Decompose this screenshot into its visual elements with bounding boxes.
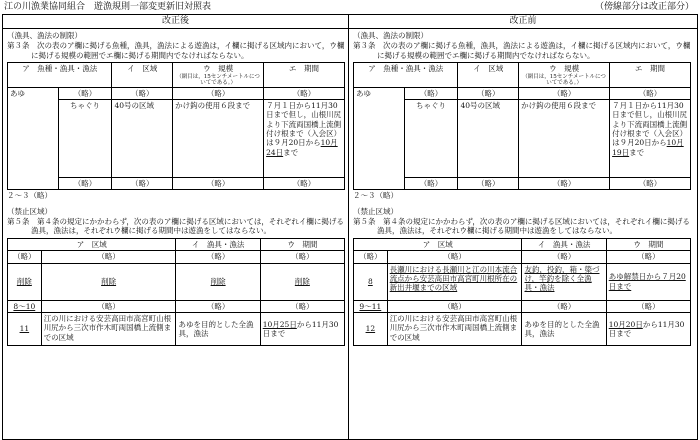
cell-ryaku: （略） — [260, 251, 344, 263]
column-divider — [348, 15, 349, 439]
cell-ryaku: （略） — [260, 300, 344, 312]
gear-limit-table — [353, 62, 691, 190]
cell-ryaku: （略） — [458, 87, 519, 99]
revision-note: （傍線部分は改正部分） — [594, 2, 694, 12]
cell-ryaku: （略） — [606, 300, 690, 312]
before-column — [353, 29, 691, 346]
cell-ryaku: （略） — [173, 87, 264, 99]
cell-area-8: 長瀬川における長瀬川と江の川本流合流点から安芸高田市高宮町川根所在の新出井堰までの区域 — [387, 263, 522, 300]
cell-gear-8: 友釣，投釣，箱・簗づけ，竿釣を除く全漁具・漁法 — [522, 263, 606, 300]
para-2-3: ２～３（略） — [353, 191, 398, 201]
cell-ryaku: （略） — [41, 300, 176, 312]
cell-ryaku: （略） — [404, 87, 458, 99]
cell-ryaku: （略） — [173, 177, 264, 189]
cell-chagguri: ちゃぐり — [404, 99, 458, 177]
th-period: エ 期間 — [610, 63, 691, 87]
th-species: ア 魚種・漁具・漁法 — [8, 63, 112, 87]
cell-area-11: 江の川における安芸高田市高宮町山根川尻から三次市作木町両国橋上流側までの区域 — [41, 312, 176, 345]
cell-period: ７月１日から11月30日まで但し，山根川尻より下流両国橋上流側付け根まで（入会区）は９月20日から10月24日まで — [264, 99, 345, 177]
comparison-frame — [2, 14, 698, 440]
th-scale: ウ 規模 （網目は，15センチメートルについてである。） — [519, 63, 610, 87]
cell-ayu: あゆ — [354, 87, 405, 190]
cell-ryaku: （略） — [112, 177, 173, 189]
cell-no-8: 8 — [354, 263, 388, 300]
cell-ryaku: （略） — [387, 251, 522, 263]
cell-deleted-no: 削除 — [8, 263, 42, 300]
cell-term-12: 10月20日から11月30日まで — [606, 312, 690, 345]
prohibited-area-table — [7, 238, 345, 346]
cell-ryaku: （略） — [387, 300, 522, 312]
cell-ryaku: （略） — [58, 87, 112, 99]
cell-term-11: 10月25日から11月30日まで — [260, 312, 344, 345]
para-2-3: ２～３（略） — [7, 191, 52, 201]
section-title-prohibited: （禁止区域） — [7, 206, 52, 216]
cell-ryaku: （略） — [58, 177, 112, 189]
cell-ryaku: （略） — [8, 251, 42, 263]
article-3: 第３条 次の表のア欄に掲げる魚種，漁具，漁法による遊漁は，イ欄に掲げる区域内において，ウ欄に掲げる規模の範囲でエ欄に掲げる期間内でなければならない。 — [7, 41, 345, 60]
cell-ryaku: （略） — [264, 177, 345, 189]
cell-no-11: 11 — [8, 312, 42, 345]
column-header-before: 改正前 — [349, 15, 697, 29]
cell-ryaku: （略） — [264, 87, 345, 99]
th-period: エ 期間 — [264, 63, 345, 87]
th-zone: ア 区域 — [354, 238, 522, 250]
section-title-gear-limit: （漁具、漁法の制限） — [7, 31, 82, 40]
th-gear: イ 漁具・漁法 — [176, 238, 260, 250]
article-5: 第５条 第４条の規定にかかわらず，次の表のア欄に掲げる区域においては，それぞれイ欄に掲げる漁具，漁法は，それぞれウ欄に掲げる期間中は遊漁をしてはならない。 — [7, 217, 344, 236]
cell-deleted-area: 削除 — [41, 263, 176, 300]
cell-rows-8-10: 8～10 — [8, 300, 42, 312]
section-title-gear-limit: （漁具、漁法の制限） — [353, 31, 428, 40]
cell-gear-12: あゆを目的とした全漁具，漁法 — [522, 312, 606, 345]
article-3: 第３条 次の表のア欄に掲げる魚種，漁具，漁法による遊漁は，イ欄に掲げる区域内において，ウ欄に掲げる規模の範囲でエ欄に掲げる期間内でなければならない。 — [353, 41, 691, 60]
th-area: イ 区域 — [112, 63, 173, 87]
cell-scale: かけ鈎の使用６段まで — [519, 99, 610, 177]
th-species: ア 魚種・漁具・漁法 — [354, 63, 458, 87]
th-scale: ウ 規模 （網目は，15センチメートルについてである。） — [173, 63, 264, 87]
cell-area-40: 40号の区域 — [112, 99, 173, 177]
cell-ryaku: （略） — [522, 251, 606, 263]
cell-ryaku: （略） — [610, 177, 691, 189]
th-term: ウ 期間 — [606, 238, 690, 250]
cell-ryaku: （略） — [458, 177, 519, 189]
cell-rows-9-11: 9～11 — [354, 300, 388, 312]
cell-ryaku: （略） — [610, 87, 691, 99]
cell-deleted-term: 削除 — [260, 263, 344, 300]
cell-area-12: 江の川における安芸高田市高宮町山根川尻から三次市作木町両国橋上流側までの区域 — [387, 312, 522, 345]
section-title-prohibited: （禁止区域） — [353, 206, 398, 216]
th-term: ウ 期間 — [260, 238, 344, 250]
cell-ryaku: （略） — [112, 87, 173, 99]
cell-ryaku: （略） — [404, 177, 458, 189]
after-column — [7, 29, 345, 346]
cell-period: ７月１日から11月30日まで但し，山根川尻より下流両国橋上流側付け根まで（入会区）は９月20日から10月19日まで — [610, 99, 691, 177]
cell-ryaku: （略） — [41, 251, 176, 263]
th-area: イ 区域 — [458, 63, 519, 87]
cell-ryaku: （略） — [176, 251, 260, 263]
cell-chagguri: ちゃぐり — [58, 99, 112, 177]
th-zone: ア 区域 — [8, 238, 176, 250]
gear-limit-table — [7, 62, 345, 190]
cell-no-12: 12 — [354, 312, 388, 345]
column-header-after: 改正後 — [3, 15, 348, 29]
cell-area-40: 40号の区域 — [458, 99, 519, 177]
cell-term-8: あゆ解禁日から７月20日まで — [606, 263, 690, 300]
document-title: 江の川漁業協同組合 遊漁規則一部変更新旧対照表 — [4, 2, 212, 12]
cell-ryaku: （略） — [176, 300, 260, 312]
article-5: 第５条 第４条の規定にかかわらず，次の表のア欄に掲げる区域においては，それぞれイ欄に掲げる漁具，漁法は，それぞれウ欄に掲げる期間中は遊漁をしてはならない。 — [353, 217, 690, 236]
cell-ayu: あゆ — [8, 87, 59, 190]
cell-ryaku: （略） — [354, 251, 388, 263]
cell-scale: かけ鈎の使用６段まで — [173, 99, 264, 177]
th-gear: イ 漁具・漁法 — [522, 238, 606, 250]
prohibited-area-table — [353, 238, 691, 346]
cell-deleted-gear: 削除 — [176, 263, 260, 300]
cell-gear-11: あゆを目的とした全漁具，漁法 — [176, 312, 260, 345]
cell-ryaku: （略） — [519, 87, 610, 99]
cell-ryaku: （略） — [519, 177, 610, 189]
cell-ryaku: （略） — [522, 300, 606, 312]
cell-ryaku: （略） — [606, 251, 690, 263]
